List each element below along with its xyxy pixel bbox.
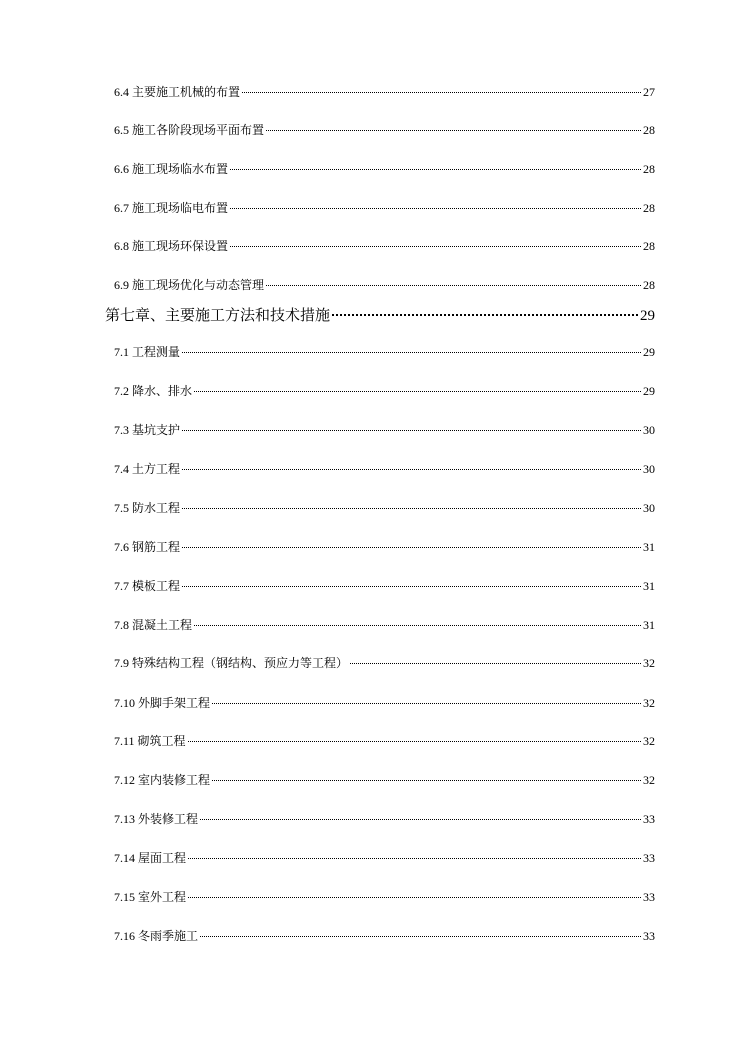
toc-page-number: 29 [640,308,655,324]
toc-dot-leader [212,780,641,781]
toc-entry-7-6 [114,539,655,555]
toc-entry-7-8 [114,617,655,633]
toc-entry-6-5 [114,122,655,138]
toc-page-number: 30 [643,462,655,476]
toc-dot-leader [182,586,641,587]
toc-entry-title: 7.1 工程测量 [114,345,181,359]
toc-entry-title: 7.3 基坑支护 [114,423,181,437]
toc-dot-leader [230,246,641,247]
toc-page-number: 29 [643,384,655,398]
toc-page-number: 28 [643,278,655,292]
toc-dot-leader [182,430,641,431]
toc-entry-title: 7.16 冬雨季施工 [114,929,199,943]
toc-entry-7-15 [114,889,655,905]
toc-dot-leader [182,547,641,548]
toc-page-number: 29 [643,345,655,359]
toc-entry-title: 7.12 室内装修工程 [114,773,211,787]
toc-page-number: 31 [643,618,655,632]
toc-dot-leader [230,208,641,209]
toc-page-number: 32 [643,773,655,787]
toc-entry-7-10 [114,695,655,711]
toc-dot-leader [182,508,641,509]
toc-page-number: 32 [643,656,655,670]
toc-entry-6-7 [114,200,655,216]
toc-dot-leader [266,285,641,286]
toc-entry-7-1 [114,344,655,360]
toc-page-number: 31 [643,579,655,593]
toc-entry-7-16 [114,928,655,944]
toc-entry-title: 6.8 施工现场环保设置 [114,239,229,253]
toc-entry-7-4 [114,461,655,477]
toc-chapter-title: 第七章、主要施工方法和技术措施 [105,308,331,324]
toc-dot-leader [350,663,641,664]
toc-page-number: 33 [643,812,655,826]
toc-dot-leader [242,92,641,93]
toc-dot-leader [212,703,641,704]
toc-entry-7-14 [114,850,655,866]
toc-entry-7-7 [114,578,655,594]
toc-page-number: 33 [643,890,655,904]
toc-page-number: 32 [643,696,655,710]
toc-entry-title: 6.5 施工各阶段现场平面布置 [114,123,265,137]
toc-dot-leader [188,897,641,898]
toc-dot-leader [182,469,641,470]
toc-page-number: 28 [643,239,655,253]
toc-entry-title: 6.7 施工现场临电布置 [114,201,229,215]
toc-entry-6-6 [114,161,655,177]
toc-entry-title: 7.9 特殊结构工程（钢结构、预应力等工程） [114,656,349,670]
toc-page-number: 33 [643,851,655,865]
toc-page-number: 27 [643,85,655,99]
toc-page-number: 30 [643,423,655,437]
toc-entry-title: 6.6 施工现场临水布置 [114,162,229,176]
toc-page-number: 28 [643,201,655,215]
toc-entry-title: 7.13 外装修工程 [114,812,199,826]
toc-page-number: 31 [643,540,655,554]
toc-dot-leader [266,130,641,131]
toc-entry-6-9 [114,277,655,293]
toc-dot-leader [200,936,641,937]
toc-entry-title: 7.4 土方工程 [114,462,181,476]
toc-entry-7-11 [114,733,655,749]
toc-page-number: 33 [643,929,655,943]
toc-dot-leader [188,858,641,859]
toc-page-number: 32 [643,734,655,748]
toc-page-number: 30 [643,501,655,515]
toc-entry-title: 7.5 防水工程 [114,501,181,515]
toc-dot-leader [182,352,641,353]
toc-entry-title: 7.8 混凝土工程 [114,618,193,632]
toc-entry-6-8 [114,238,655,254]
toc-entry-title: 7.2 降水、排水 [114,384,193,398]
toc-entry-7-5 [114,500,655,516]
toc-entry-7-9 [114,655,655,671]
toc-entry-6-4 [114,84,655,100]
toc-page-number: 28 [643,162,655,176]
toc-chapter-7 [105,306,655,326]
toc-entry-7-13 [114,811,655,827]
toc-dot-leader [188,741,641,742]
toc-dot-leader [230,169,641,170]
toc-entry-7-12 [114,772,655,788]
toc-entry-title: 6.9 施工现场优化与动态管理 [114,278,265,292]
toc-entry-title: 7.6 钢筋工程 [114,540,181,554]
toc-page-number: 28 [643,123,655,137]
toc-entry-title: 7.10 外脚手架工程 [114,696,211,710]
toc-entry-title: 7.11 砌筑工程 [114,734,186,748]
toc-dot-leader [200,819,641,820]
toc-entry-title: 7.7 模板工程 [114,579,181,593]
toc-dot-leader [194,391,641,392]
toc-entry-7-3 [114,422,655,438]
toc-entry-title: 7.14 屋面工程 [114,851,187,865]
toc-entry-7-2 [114,383,655,399]
toc-dot-leader [332,314,638,316]
toc-entry-title: 6.4 主要施工机械的布置 [114,85,241,99]
toc-entry-title: 7.15 室外工程 [114,890,187,904]
toc-dot-leader [194,625,641,626]
